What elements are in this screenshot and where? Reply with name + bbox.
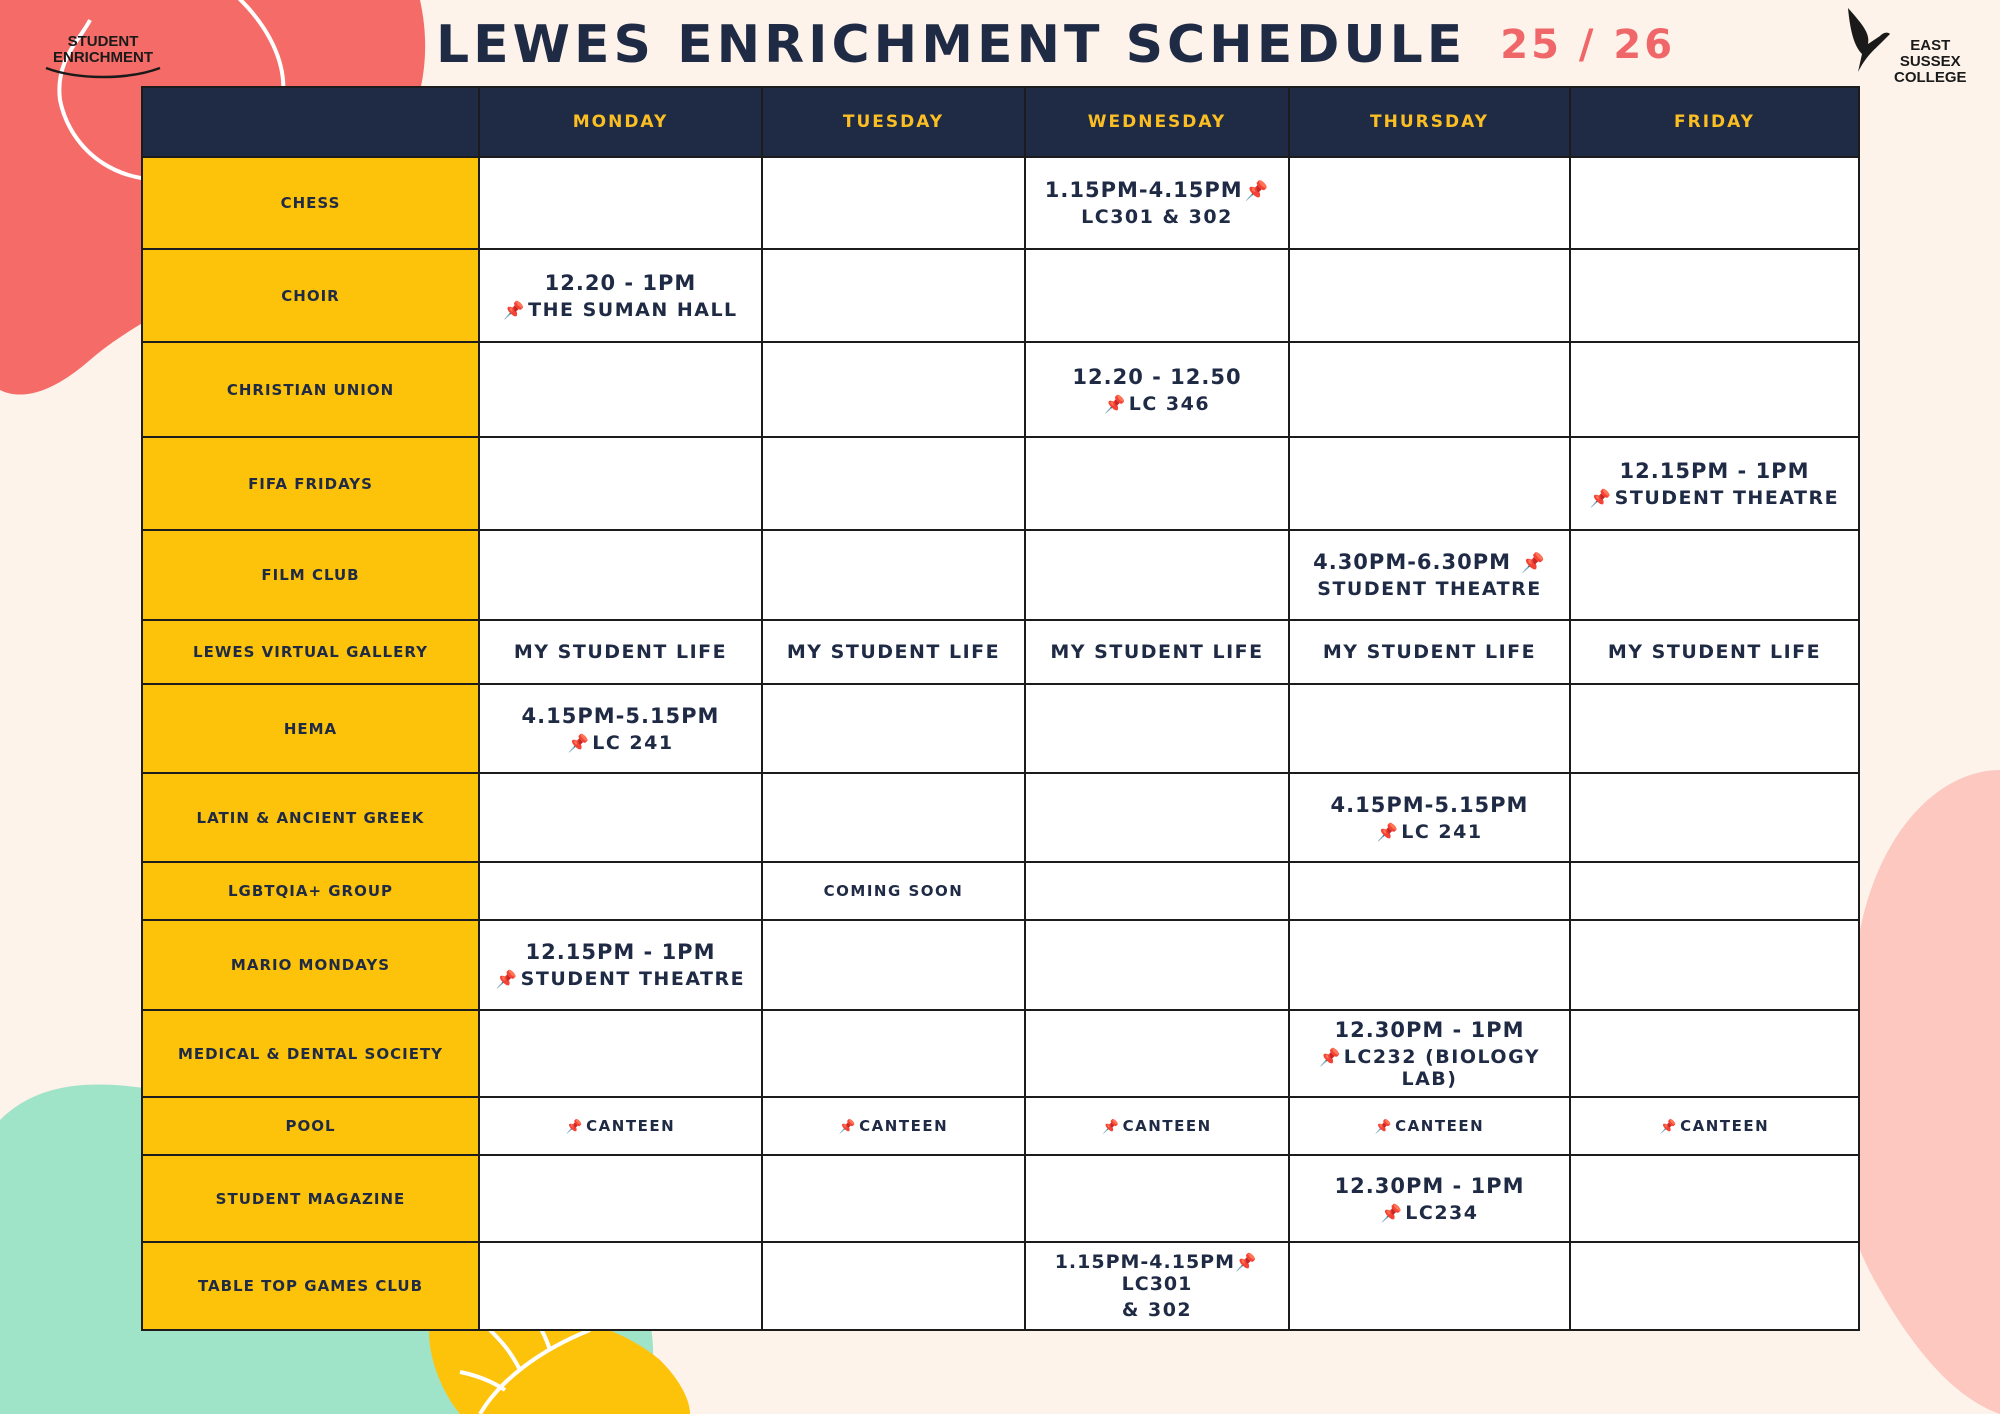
session-location: CANTEEN <box>586 1117 676 1135</box>
session-time: 4.30PM-6.30PM <box>1313 550 1512 574</box>
schedule-cell <box>762 1155 1025 1242</box>
session-label: MY STUDENT LIFE <box>513 641 728 663</box>
session-location: STUDENT THEATRE <box>520 968 746 990</box>
schedule-cell <box>762 1242 1025 1330</box>
student-enrichment-logo <box>38 34 168 80</box>
schedule-cell <box>1289 1097 1570 1155</box>
schedule-cell <box>762 1097 1025 1155</box>
session-time: 12.30PM - 1PM <box>1334 1017 1525 1042</box>
page-title: LEWES ENRICHMENT SCHEDULE <box>436 15 1467 75</box>
activity-label: LATIN & ANCIENT GREEK <box>142 773 479 862</box>
activity-label: LEWES VIRTUAL GALLERY <box>142 620 479 684</box>
schedule-cell <box>1025 684 1289 773</box>
schedule-cell <box>762 773 1025 862</box>
table-row <box>142 1242 1859 1330</box>
activity-label: FILM CLUB <box>142 530 479 620</box>
day-header-monday: MONDAY <box>479 87 762 157</box>
table-row <box>142 1155 1859 1242</box>
smile-swoosh-icon <box>38 64 168 80</box>
schedule-cell <box>762 920 1025 1010</box>
schedule-cell <box>1289 620 1570 684</box>
session-time: 4.15PM-5.15PM <box>521 703 720 728</box>
schedule-cell <box>1570 684 1859 773</box>
pushpin-icon: 📌 <box>1103 394 1127 415</box>
pushpin-icon: 📌 <box>1380 1203 1404 1224</box>
session-location: LC232 (BIOLOGY LAB) <box>1343 1045 1541 1090</box>
pushpin-icon: 📌 <box>1659 1119 1679 1135</box>
schedule-cell <box>1289 1242 1570 1330</box>
schedule-cell <box>1025 862 1289 920</box>
schedule-cell <box>1025 1242 1289 1330</box>
schedule-cell <box>1025 530 1289 620</box>
activity-label: CHESS <box>142 157 479 249</box>
day-header-friday: FRIDAY <box>1570 87 1859 157</box>
brand-right-line3: COLLEGE <box>1894 69 1967 86</box>
schedule-cell <box>479 684 762 773</box>
schedule-cell <box>1289 249 1570 342</box>
table-row <box>142 862 1859 920</box>
session-location: STUDENT THEATRE <box>1317 578 1542 600</box>
schedule-cell <box>479 249 762 342</box>
pushpin-icon: 📌 <box>838 1119 858 1135</box>
table-row <box>142 773 1859 862</box>
activity-label: STUDENT MAGAZINE <box>142 1155 479 1242</box>
day-header-wednesday: WEDNESDAY <box>1025 87 1289 157</box>
table-row <box>142 1097 1859 1155</box>
schedule-cell <box>762 342 1025 437</box>
pushpin-icon: 📌 <box>1521 552 1546 574</box>
schedule-cell <box>1289 684 1570 773</box>
schedule-cell <box>1570 530 1859 620</box>
schedule-cell <box>762 684 1025 773</box>
session-location: CANTEEN <box>1680 1117 1770 1135</box>
schedule-cell <box>1570 1097 1859 1155</box>
schedule-cell <box>479 157 762 249</box>
session-location: CANTEEN <box>1122 1117 1212 1135</box>
schedule-cell <box>1570 1242 1859 1330</box>
pushpin-icon: 📌 <box>495 970 519 990</box>
schedule-cell <box>1289 437 1570 530</box>
day-header-thursday: THURSDAY <box>1289 87 1570 157</box>
coming-soon-label: COMING SOON <box>823 882 964 900</box>
pushpin-icon: 📌 <box>1589 488 1613 509</box>
session-location-line2: & 302 <box>1121 1299 1193 1321</box>
brand-right-line1: EAST <box>1910 37 1951 54</box>
east-sussex-college-logo <box>1844 6 1967 86</box>
schedule-cell <box>479 1097 762 1155</box>
table-row <box>142 249 1859 342</box>
schedule-cell <box>1025 157 1289 249</box>
schedule-cell <box>1025 1097 1289 1155</box>
activity-label: MARIO MONDAYS <box>142 920 479 1010</box>
schedule-cell <box>1025 1155 1289 1242</box>
pushpin-icon: 📌 <box>1244 180 1270 202</box>
session-label: MY STUDENT LIFE <box>1050 641 1264 663</box>
schedule-cell <box>479 1242 762 1330</box>
session-location: CANTEEN <box>1395 1117 1485 1135</box>
table-row <box>142 684 1859 773</box>
schedule-cell <box>1570 437 1859 530</box>
table-row <box>142 530 1859 620</box>
activity-label: POOL <box>142 1097 479 1155</box>
schedule-cell <box>1025 1010 1289 1097</box>
session-location: STUDENT THEATRE <box>1614 486 1840 509</box>
schedule-cell <box>1570 620 1859 684</box>
table-row <box>142 1010 1859 1097</box>
schedule-cell <box>1570 1155 1859 1242</box>
schedule-cell <box>1289 862 1570 920</box>
schedule-cell <box>1289 773 1570 862</box>
session-time: 4.15PM-5.15PM <box>1330 792 1529 817</box>
activity-label: LGBTQIA+ GROUP <box>142 862 479 920</box>
schedule-cell <box>762 620 1025 684</box>
session-location: LC301 <box>1121 1273 1193 1295</box>
pushpin-icon: 📌 <box>1374 1119 1394 1135</box>
schedule-cell <box>1570 862 1859 920</box>
activity-label: CHRISTIAN UNION <box>142 342 479 437</box>
schedule-cell <box>1570 249 1859 342</box>
schedule-cell <box>1025 773 1289 862</box>
schedule-cell <box>1025 920 1289 1010</box>
schedule-cell <box>1289 157 1570 249</box>
pushpin-icon: 📌 <box>503 300 527 321</box>
schedule-cell <box>479 342 762 437</box>
pushpin-icon: 📌 <box>565 1119 585 1135</box>
session-label: MY STUDENT LIFE <box>1322 641 1537 663</box>
activity-label: CHOIR <box>142 249 479 342</box>
session-location: LC 241 <box>592 731 674 754</box>
schedule-cell <box>479 437 762 530</box>
session-time: 12.20 - 12.50 <box>1072 364 1242 389</box>
session-label: MY STUDENT LIFE <box>1607 641 1822 663</box>
schedule-cell <box>479 862 762 920</box>
session-time: 12.15PM - 1PM <box>1619 458 1810 483</box>
schedule-cell <box>1570 920 1859 1010</box>
schedule-cell <box>1025 620 1289 684</box>
schedule-cell <box>762 530 1025 620</box>
table-row <box>142 157 1859 249</box>
schedule-cell <box>1570 773 1859 862</box>
schedule-cell <box>762 249 1025 342</box>
schedule-cell <box>479 773 762 862</box>
activity-label: HEMA <box>142 684 479 773</box>
schedule-cell <box>1570 342 1859 437</box>
schedule-cell <box>1570 1010 1859 1097</box>
schedule-cell <box>1025 249 1289 342</box>
schedule-cell <box>762 1010 1025 1097</box>
session-location: LC 346 <box>1128 392 1211 415</box>
session-time: 12.20 - 1PM <box>544 270 697 295</box>
schedule-cell <box>762 862 1025 920</box>
table-row <box>142 920 1859 1010</box>
brand-left-line2: ENRICHMENT <box>53 49 153 66</box>
header-corner <box>142 87 479 157</box>
session-location: LC234 <box>1405 1201 1479 1224</box>
academic-year: 25 / 26 <box>1500 22 1676 68</box>
bird-icon <box>1844 6 1892 76</box>
pushpin-icon: 📌 <box>567 733 591 754</box>
activity-label: TABLE TOP GAMES CLUB <box>142 1242 479 1330</box>
session-location: LC301 & 302 <box>1081 206 1233 228</box>
pushpin-icon: 📌 <box>1102 1119 1121 1135</box>
session-location: CANTEEN <box>859 1117 949 1135</box>
activity-label: FIFA FRIDAYS <box>142 437 479 530</box>
table-row <box>142 620 1859 684</box>
schedule-cell <box>1289 342 1570 437</box>
schedule-cell <box>1289 920 1570 1010</box>
schedule-cell <box>479 530 762 620</box>
activity-label: MEDICAL & DENTAL SOCIETY <box>142 1010 479 1097</box>
schedule-cell <box>1025 342 1289 437</box>
schedule-cell <box>762 437 1025 530</box>
schedule-cell <box>1289 530 1570 620</box>
schedule-cell <box>1570 157 1859 249</box>
schedule-cell <box>479 920 762 1010</box>
brand-left-line1: STUDENT <box>67 33 139 50</box>
table-header-row <box>142 87 1859 157</box>
pushpin-icon: 📌 <box>1376 822 1400 843</box>
schedule-cell <box>762 157 1025 249</box>
session-location: LC 241 <box>1401 820 1483 843</box>
session-time: 1.15PM-4.15PM <box>1044 178 1243 202</box>
session-time: 12.30PM - 1PM <box>1334 1173 1525 1198</box>
pushpin-icon: 📌 <box>1318 1047 1342 1068</box>
session-time: 12.15PM - 1PM <box>525 940 716 964</box>
session-label: MY STUDENT LIFE <box>786 641 1001 663</box>
day-header-tuesday: TUESDAY <box>762 87 1025 157</box>
session-location: THE SUMAN HALL <box>528 298 738 321</box>
brand-right-line2: SUSSEX <box>1899 53 1961 70</box>
schedule-cell <box>479 1155 762 1242</box>
schedule-cell <box>1289 1010 1570 1097</box>
table-row <box>142 437 1859 530</box>
schedule-cell <box>1289 1155 1570 1242</box>
page-header <box>436 10 1675 80</box>
pushpin-icon: 📌 <box>1235 1253 1258 1273</box>
schedule-cell <box>1025 437 1289 530</box>
schedule-table <box>141 86 1860 1331</box>
table-row <box>142 342 1859 437</box>
schedule-cell <box>479 620 762 684</box>
schedule-cell <box>479 1010 762 1097</box>
session-time: 1.15PM-4.15PM <box>1054 1251 1235 1273</box>
